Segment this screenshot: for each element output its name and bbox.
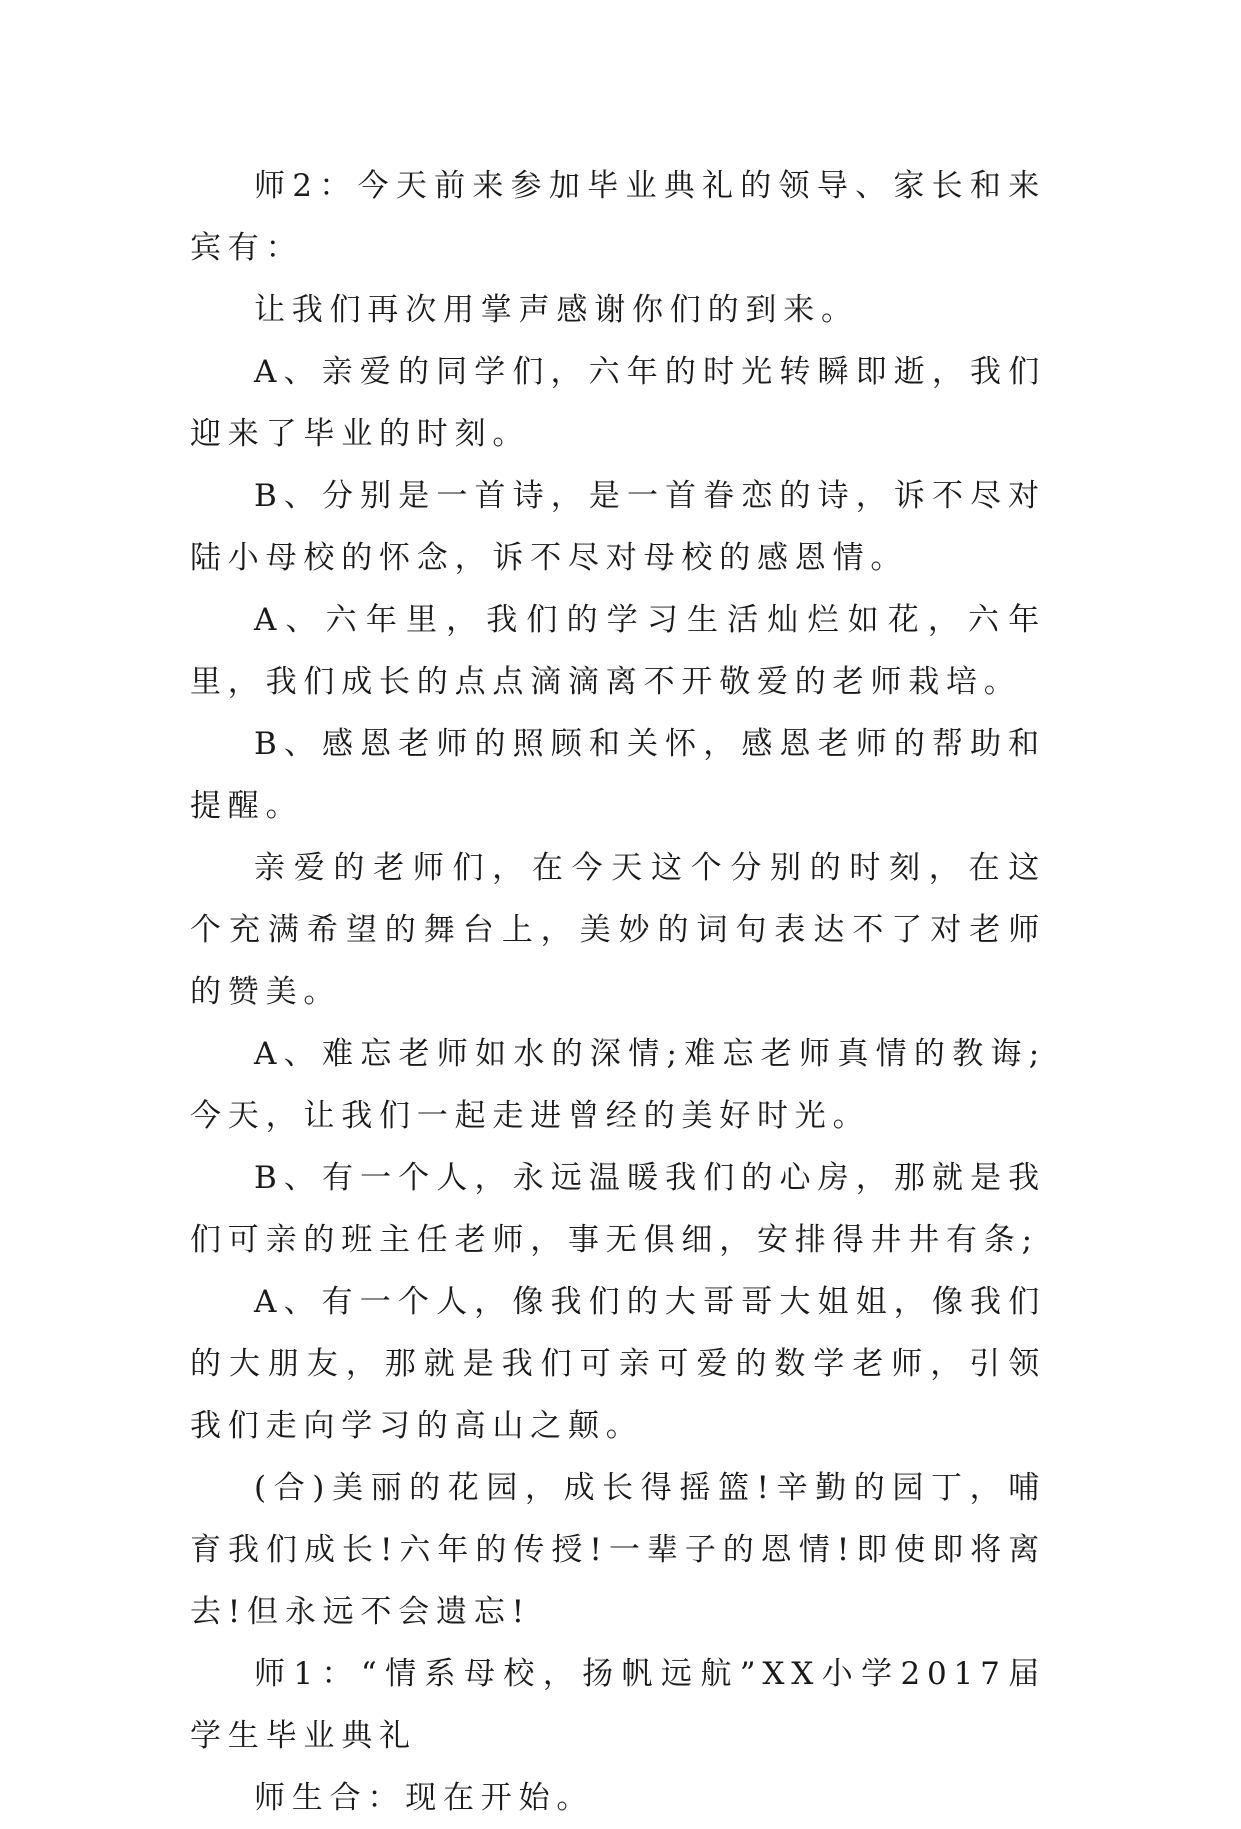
paragraph-6: B、感恩老师的照顾和关怀，感恩老师的帮助和提醒。 xyxy=(190,726,1046,824)
paragraph-13: 师生合：现在开始。 xyxy=(254,1780,595,1816)
paragraph-10: A、有一个人，像我们的大哥哥大姐姐，像我们的大朋友，那就是我们可亲可爱的数学老师，引领我们走向学习的高山之颠。 xyxy=(190,1284,1046,1444)
paragraph-1: 师2：今天前来参加毕业典礼的领导、家长和来宾有： xyxy=(190,168,1046,266)
paragraph-3: A、亲爱的同学们，六年的时光转瞬即逝，我们迎来了毕业的时刻。 xyxy=(190,354,1046,452)
paragraph-12: 师1：“情系母校，扬帆远航”XX小学2017届学生毕业典礼 xyxy=(190,1656,1046,1754)
paragraph-8: A、难忘老师如水的深情;难忘老师真情的教诲;今天，让我们一起走进曾经的美好时光。 xyxy=(190,1036,1046,1134)
paragraph-5: A、六年里，我们的学习生活灿烂如花，六年里，我们成长的点点滴滴离不开敬爱的老师栽培。 xyxy=(190,602,1046,700)
paragraph-7: 亲爱的老师们，在今天这个分别的时刻，在这个充满希望的舞台上，美妙的词句表达不了对老师的赞美。 xyxy=(190,850,1046,1010)
paragraph-11: (合)美丽的花园，成长得摇篮!辛勤的园丁，哺育我们成长!六年的传授!一辈子的恩情!即使即将离去!但永远不会遗忘! xyxy=(190,1470,1046,1630)
document-body xyxy=(190,155,1046,1829)
paragraph-4: B、分别是一首诗，是一首眷恋的诗，诉不尽对陆小母校的怀念，诉不尽对母校的感恩情。 xyxy=(190,478,1046,576)
paragraph-9: B、有一个人，永远温暖我们的心房，那就是我们可亲的班主任老师，事无俱细，安排得井井有条; xyxy=(190,1160,1046,1258)
paragraph-2: 让我们再次用掌声感谢你们的到来。 xyxy=(254,292,859,328)
